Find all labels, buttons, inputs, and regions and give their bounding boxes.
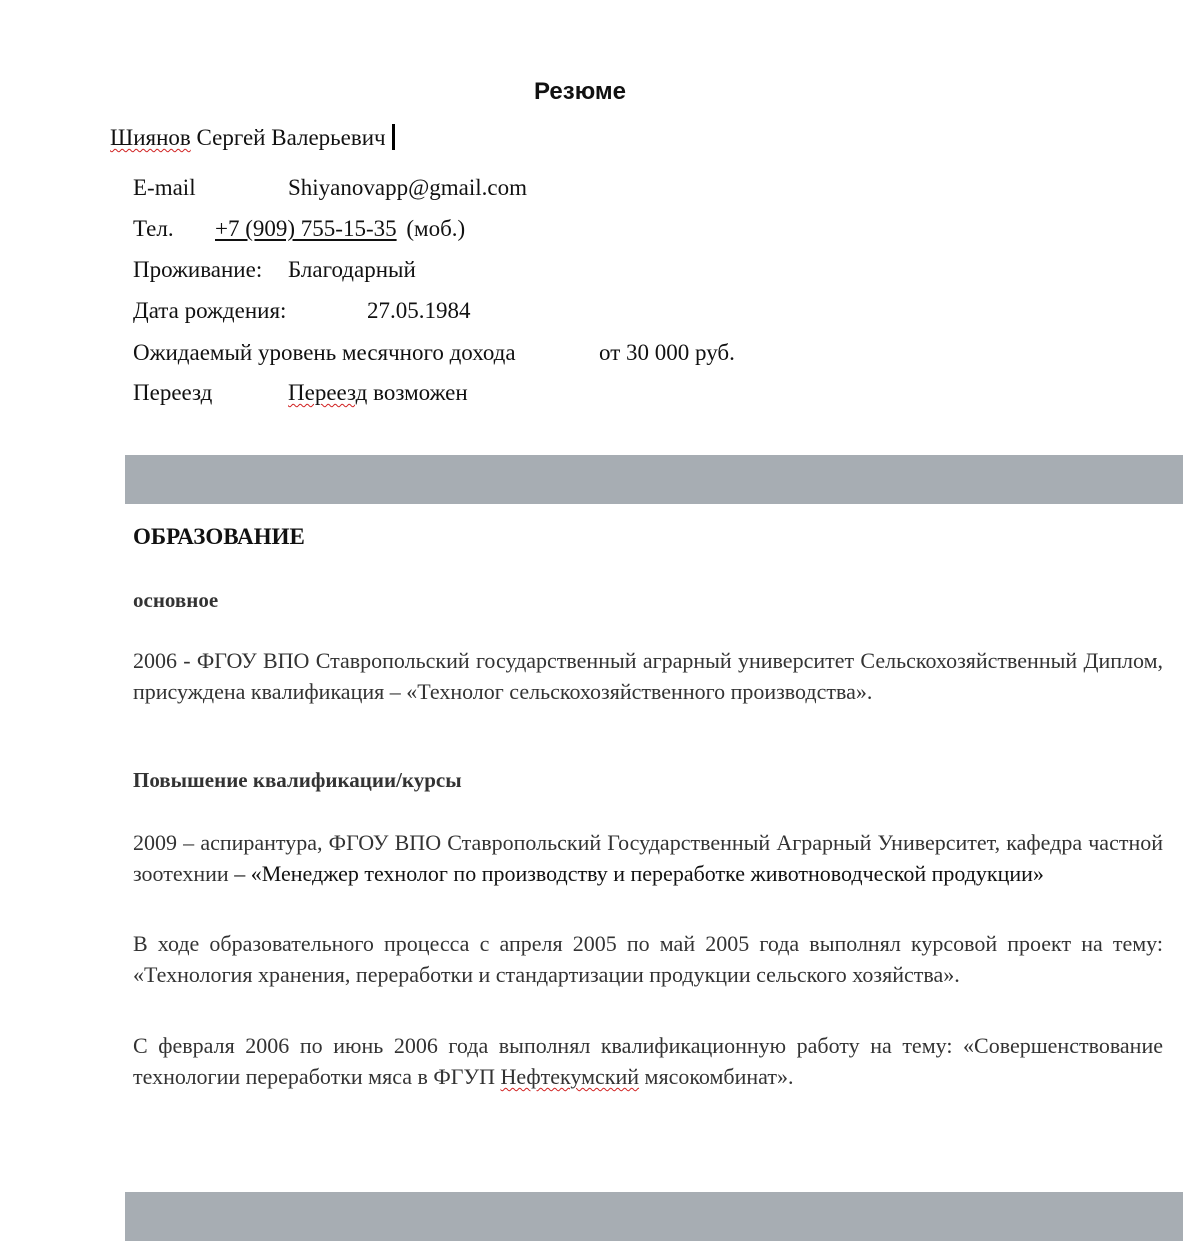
thesis-text-word: Нефтекумский: [500, 1064, 640, 1089]
phone-value-group: [211, 214, 465, 244]
full-name: [110, 124, 395, 151]
relocation-label: Переезд: [133, 380, 213, 405]
birth-value: 27.05.1984: [367, 298, 471, 323]
page-title: Резюме: [534, 78, 626, 105]
courses-label: Повышение квалификации/курсы: [133, 768, 462, 792]
phone-number[interactable]: +7 (909) 755-15-35: [215, 216, 397, 241]
courses-qualification: – «Менеджер технолог по производству и переработке животноводческой продукции»: [228, 861, 1044, 886]
project-text: В ходе образовательного процесса с апреля 2005 по май 2005 года выполнял курсовой проект на тему: «Технология хранения, переработки и стандартизации продукции сельского хозяйства».: [133, 931, 1163, 987]
thesis-text-end: мясокомбинат».: [639, 1064, 794, 1089]
salary-value: от 30 000 руб.: [599, 340, 735, 365]
text-cursor: [392, 124, 395, 150]
residence-value: Благодарный: [288, 257, 416, 282]
email-value: Shiyanovapp@gmail.com: [288, 175, 528, 200]
courses-text-part: 2009 – аспирантура, ФГОУ ВПО Ставропольский Государственный Аграрный Университет, кафедра частной зоотехнии: [133, 830, 1163, 886]
relocation-value: [288, 378, 468, 408]
surname: Шиянов: [110, 125, 191, 150]
section-divider-bar: [125, 455, 1183, 504]
residence-label: Проживание:: [133, 257, 263, 282]
education-main-label: основное: [133, 588, 219, 612]
phone-type: (моб.): [406, 216, 466, 241]
thesis-text: [133, 1030, 1163, 1092]
section-divider-bar-bottom: [125, 1192, 1183, 1241]
education-heading: ОБРАЗОВАНИЕ: [133, 524, 305, 549]
email-label: E-mail: [133, 175, 196, 200]
given-names: Сергей Валерьевич: [196, 125, 386, 150]
phone-label: Тел.: [133, 216, 174, 241]
relocation-value-rest: возможен: [373, 380, 468, 405]
courses-text: [133, 827, 1163, 889]
salary-label: Ожидаемый уровень месячного дохода: [133, 340, 516, 365]
birth-label: Дата рождения:: [133, 298, 287, 323]
education-main-text: 2006 - ФГОУ ВПО Ставропольский государственный аграрный университет Сельскохозяйственный Диплом, присуждена квалификация – «Технолог сельскохозяйственного производства».: [133, 648, 1163, 704]
relocation-value-word: Переезд: [288, 380, 368, 405]
thesis-text-start: С февраля 2006 по июнь 2006 года выполнял квалификационную работу на тему: «Совершенствование технологии переработки мяса в ФГУП: [133, 1033, 1163, 1089]
